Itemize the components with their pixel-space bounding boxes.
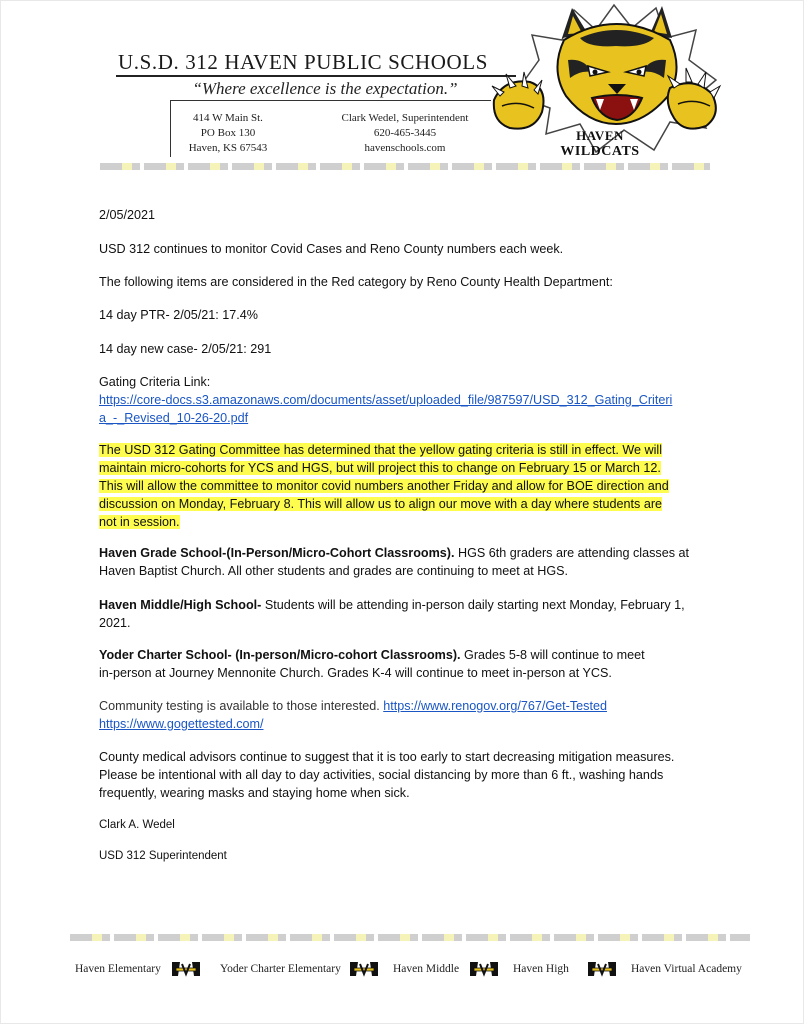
- testing-paragraph: [99, 697, 739, 733]
- signature-name: Clark A. Wedel: [99, 819, 175, 831]
- hmhs-text: Students will be attending in-person daily starting next Monday, February 1,: [261, 598, 685, 612]
- logo-text-haven: HAVEN: [576, 128, 624, 143]
- hgs-heading: Haven Grade School-(In-Person/Micro-Cohort Classrooms).: [99, 546, 455, 560]
- ycs-paragraph: [99, 646, 739, 682]
- hgs-paragraph: [99, 544, 739, 580]
- hmhs-text-cont: 2021.: [99, 616, 131, 630]
- hw-logo-icon: [586, 960, 618, 978]
- advisors-line: frequently, wearing masks and staying home when sick.: [99, 786, 410, 800]
- hmhs-heading: Haven Middle/High School-: [99, 598, 262, 612]
- highlighted-line: The USD 312 Gating Committee has determined that the yellow gating criteria is still in effect. We will: [99, 443, 663, 457]
- header-divider-stripe: [100, 163, 710, 170]
- ptr-stat: 14 day PTR- 2/05/21: 17.4%: [99, 308, 258, 322]
- footer-schools: [70, 960, 750, 980]
- title-underline: [116, 75, 516, 77]
- address-line: PO Box 130: [200, 127, 256, 139]
- ycs-text-cont: in-person at Journey Mennonite Church. Grades K-4 will continue to meet in-person at YCS.: [99, 666, 612, 680]
- address-line: 414 W Main St.: [193, 112, 263, 124]
- paragraph-red-category: The following items are considered in the Red category by Reno County Health Department:: [99, 275, 613, 289]
- hgs-text-cont: Haven Baptist Church. All other students and grades are continuing to meet at HGS.: [99, 564, 569, 578]
- advisors-line: Please be intentional with all day to day activities, social distancing by more than 6 ft., washing hands: [99, 768, 664, 782]
- hw-logo-icon: [468, 960, 500, 978]
- new-case-stat: 14 day new case- 2/05/21: 291: [99, 342, 272, 356]
- advisors-line: County medical advisors continue to suggest that it is too early to start decreasing mitigation measures.: [99, 750, 675, 764]
- advisors-paragraph: [99, 748, 739, 802]
- superintendent-contact: [322, 111, 488, 156]
- gating-committee-paragraph: [99, 441, 739, 531]
- footer-school-name: Haven High: [513, 963, 569, 975]
- footer-school-name: Haven Elementary: [75, 963, 161, 975]
- hmhs-paragraph: [99, 596, 739, 632]
- district-title: U.S.D. 312 HAVEN PUBLIC SCHOOLS: [118, 50, 489, 74]
- paragraph-monitoring: USD 312 continues to monitor Covid Cases and Reno County numbers each week.: [99, 242, 564, 256]
- highlighted-line: maintain micro-cohorts for YCS and HGS, but will project this to change on February 15 or March 12.: [99, 461, 661, 475]
- highlighted-line: not in session.: [99, 515, 180, 529]
- footer-divider-stripe: [70, 934, 750, 941]
- gating-criteria-link[interactable]: https://core-docs.s3.amazonaws.com/documents/asset/uploaded_file/987597/USD_312_Gating_Criteri: [99, 393, 673, 407]
- highlighted-line: This will allow the committee to monitor covid numbers another Friday and allow for BOE direction and: [99, 479, 669, 493]
- hw-logo-icon: [170, 960, 202, 978]
- footer-school-name: Haven Middle: [393, 963, 460, 975]
- letter-date: 2/05/2021: [99, 208, 156, 222]
- ycs-heading: Yoder Charter School- (In-person/Micro-cohort Classrooms).: [99, 648, 461, 662]
- highlighted-line: discussion on Monday, February 8. This will allow us to align our move with a day where students are: [99, 497, 663, 511]
- gating-criteria-label: Gating Criteria Link:: [99, 375, 211, 389]
- testing-text: Community testing is available to those interested.: [99, 699, 384, 713]
- footer-school-name: Haven Virtual Academy: [631, 963, 742, 975]
- ycs-text: Grades 5-8 will continue to meet: [460, 648, 645, 662]
- address-line: Haven, KS 67543: [188, 142, 268, 154]
- signature-title: USD 312 Superintendent: [99, 850, 227, 862]
- logo-text-wildcats: WILDCATS: [560, 144, 640, 159]
- superintendent-line: Clark Wedel, Superintendent: [341, 112, 469, 124]
- gating-criteria-link-cont[interactable]: a_-_Revised_10-26-20.pdf: [99, 411, 249, 425]
- gogettested-link[interactable]: https://www.gogettested.com/: [99, 717, 264, 731]
- gating-criteria-block: [99, 373, 739, 427]
- hw-logo-icon: [348, 960, 380, 978]
- reno-testing-link[interactable]: https://www.renogov.org/767/Get-Tested: [383, 699, 607, 713]
- district-address: [178, 111, 278, 156]
- hgs-text: HGS 6th graders are attending classes at: [454, 546, 689, 560]
- website-text: havenschools.com: [364, 142, 446, 154]
- phone-number: 620-465-3445: [373, 127, 437, 139]
- footer-school-name: Yoder Charter Elementary: [220, 963, 341, 975]
- district-motto: “Where excellence is the expectation.”: [192, 79, 458, 98]
